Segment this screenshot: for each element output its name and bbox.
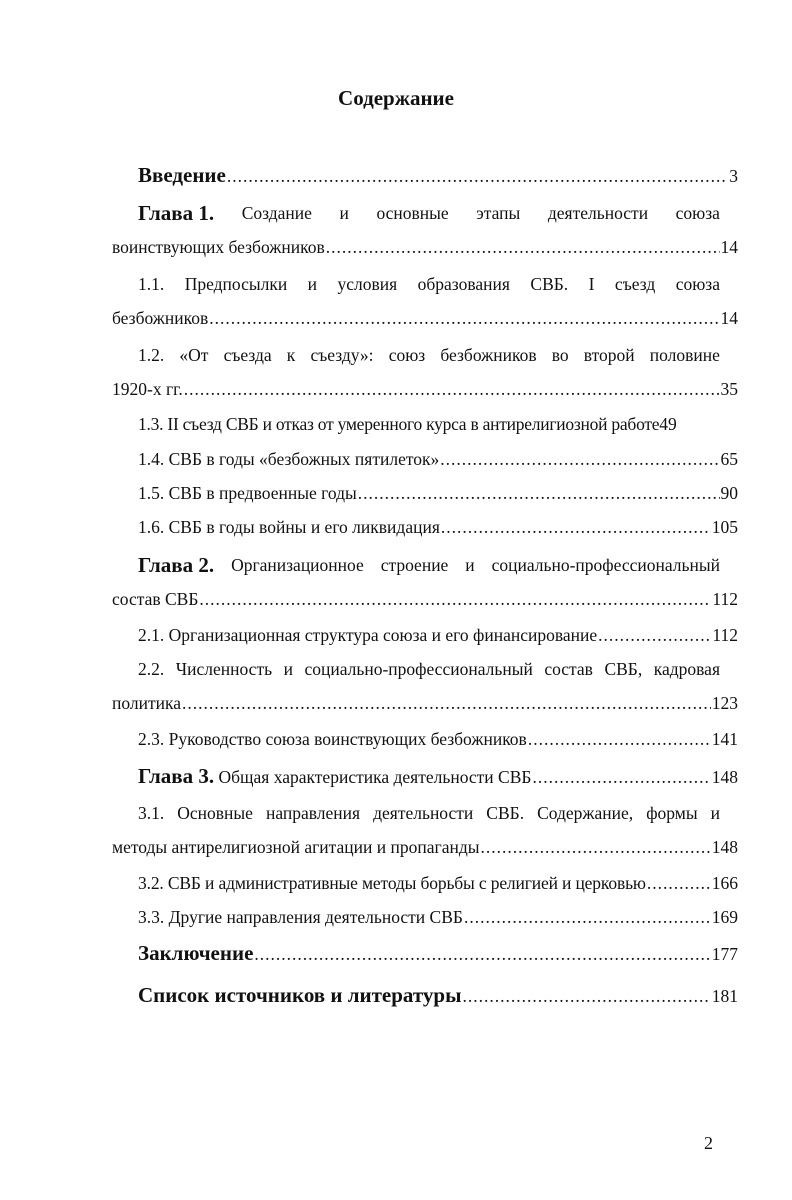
toc-label: 1.4. СВБ в годы «безбожных пятилеток» (138, 449, 440, 469)
word: второй (583, 345, 635, 365)
toc-label-line2: состав СВБ (112, 589, 199, 609)
chapter-heading: Глава 1. (138, 201, 215, 225)
toc-entry-chapter-2[interactable] (112, 548, 738, 616)
page-title: Содержание (338, 86, 454, 110)
leader-dots (528, 722, 711, 756)
word: СВБ, (604, 659, 643, 679)
word: направления (265, 803, 361, 823)
leader-dots (326, 230, 720, 264)
word: и (339, 203, 349, 223)
word: образования (417, 274, 510, 294)
leader-dots (598, 618, 711, 652)
word: Организационное (231, 555, 364, 575)
word: и (465, 555, 475, 575)
toc-label-line2: 1920-х гг. (112, 379, 183, 399)
leader-dots (463, 979, 711, 1013)
word: и (307, 274, 318, 294)
toc-label: 1.3. II съезд СВБ и отказ от умеренного курса в антирелигиозной работе (138, 414, 660, 434)
word: формы (646, 803, 698, 823)
word: 1.2. (138, 345, 165, 365)
word: Предпосылки (184, 274, 288, 294)
word: основные (376, 203, 449, 223)
toc-entry-3-2[interactable] (112, 866, 738, 900)
word: СВБ. (530, 274, 569, 294)
toc-entry-1-4[interactable] (112, 442, 738, 476)
leader-dots (209, 301, 719, 335)
toc-label-line1 (138, 267, 720, 301)
chapter-title: Общая характеристика деятельности СВБ (214, 767, 532, 787)
toc-entry-1-3[interactable] (112, 407, 738, 441)
word: союз (388, 345, 426, 365)
word: безбожников (440, 345, 537, 365)
toc-entry-chapter-3[interactable] (112, 759, 738, 793)
toc-label: 1.6. СВБ в годы войны и его ликвидация (138, 517, 440, 537)
word: социально-профессиональный (491, 555, 720, 575)
word: этапы (476, 203, 521, 223)
chapter-heading: Глава 2. (138, 553, 215, 577)
word: «От (179, 345, 209, 365)
toc-entry-intro[interactable] (112, 158, 738, 192)
toc-page: 112 (712, 589, 738, 609)
chapter-heading: Глава 3. (138, 764, 215, 788)
page-number: 2 (704, 1133, 713, 1153)
toc-entry-1-5[interactable] (112, 476, 738, 510)
toc-label: 3.2. СВБ и административные методы борьбы с религией и церковью (138, 873, 646, 893)
toc-label: Список источников и литературы (138, 983, 462, 1007)
toc-entry-3-3[interactable] (112, 900, 738, 934)
word: I (588, 274, 595, 294)
word: к (286, 345, 296, 365)
toc-label-line2: безбожников (112, 308, 209, 328)
word: съезду»: (310, 345, 374, 365)
toc-page: 181 (711, 986, 738, 1006)
word: Численность (175, 659, 273, 679)
toc-label: 2.1. Организационная структура союза и его финансирование (138, 625, 598, 645)
toc-page: 169 (711, 907, 738, 927)
toc-label: 2.3. Руководство союза воинствующих безбожников (138, 729, 527, 749)
toc-page: 90 (720, 483, 738, 503)
toc-entry-chapter-1[interactable] (112, 196, 738, 264)
toc-page: 166 (711, 873, 738, 893)
toc-entry-1-6[interactable] (112, 510, 738, 544)
word: кадровая (653, 659, 720, 679)
toc-page: 65 (720, 449, 738, 469)
toc-page: 49 (659, 414, 677, 434)
toc-page: 35 (720, 379, 738, 399)
toc-page: 105 (711, 517, 738, 537)
toc-label (138, 759, 531, 794)
toc-entry-conclusion[interactable] (112, 936, 738, 970)
toc-entry-1-2[interactable] (112, 338, 738, 406)
toc-label: 3.3. Другие направления деятельности СВБ (138, 907, 463, 927)
toc-page: 14 (720, 237, 738, 257)
word: 1.1. (138, 274, 165, 294)
toc-label-line2: воинствующих безбожников (112, 237, 325, 257)
word: Содержание, (537, 803, 634, 823)
word: СВБ. (486, 803, 525, 823)
toc-entry-2-3[interactable] (112, 722, 738, 756)
word: социально-профессиональный (304, 659, 533, 679)
toc-entry-2-2[interactable] (112, 652, 738, 720)
word: во (551, 345, 569, 365)
word: союза (675, 274, 720, 294)
leader-dots (227, 159, 728, 193)
leader-dots (199, 582, 711, 616)
toc-entry-2-1[interactable] (112, 618, 738, 652)
word: и (710, 803, 720, 823)
toc-entry-3-1[interactable] (112, 796, 738, 864)
toc-label-line1 (138, 338, 720, 372)
toc-label-line1 (138, 652, 720, 686)
toc-page: 3 (729, 166, 738, 186)
toc-page: 14 (720, 308, 738, 328)
leader-dots (184, 372, 720, 406)
toc-label: 1.5. СВБ в предвоенные годы (138, 483, 357, 503)
toc-page: 141 (711, 729, 738, 749)
toc-label: Введение (138, 163, 226, 187)
toc-entry-1-1[interactable] (112, 267, 738, 335)
word: деятельности (373, 803, 474, 823)
leader-dots (254, 937, 710, 971)
toc-label-line1 (138, 796, 720, 830)
word: 3.1. (138, 803, 165, 823)
leader-dots (182, 686, 711, 720)
toc-label-line1 (138, 548, 720, 582)
word: союза (675, 203, 720, 223)
toc-page: 148 (711, 837, 738, 857)
word: съезд (614, 274, 656, 294)
leader-dots (532, 760, 710, 794)
word: деятельности (547, 203, 649, 223)
toc-page: 148 (711, 767, 738, 787)
leader-dots (647, 866, 711, 900)
word: и (283, 659, 293, 679)
word: Основные (177, 803, 253, 823)
word: Создание (241, 203, 312, 223)
leader-dots (441, 510, 711, 544)
toc-page: 112 (712, 625, 738, 645)
word: строение (380, 555, 449, 575)
word: условия (337, 274, 398, 294)
word: съезда (223, 345, 272, 365)
leader-dots (440, 442, 719, 476)
toc-label-line2: политика (112, 693, 182, 713)
leader-dots (358, 476, 720, 510)
leader-dots (480, 830, 710, 864)
toc-page: 123 (711, 693, 738, 713)
toc-page: 177 (711, 944, 738, 964)
toc-label-line2: методы антирелигиозной агитации и пропаганды (112, 837, 480, 857)
word: половине (649, 345, 720, 365)
toc-entry-sources[interactable] (112, 978, 738, 1012)
word: состав (544, 659, 593, 679)
toc-label: Заключение (138, 941, 254, 965)
leader-dots (464, 900, 711, 934)
word: 2.2. (138, 659, 165, 679)
toc-label-line1 (138, 196, 720, 230)
